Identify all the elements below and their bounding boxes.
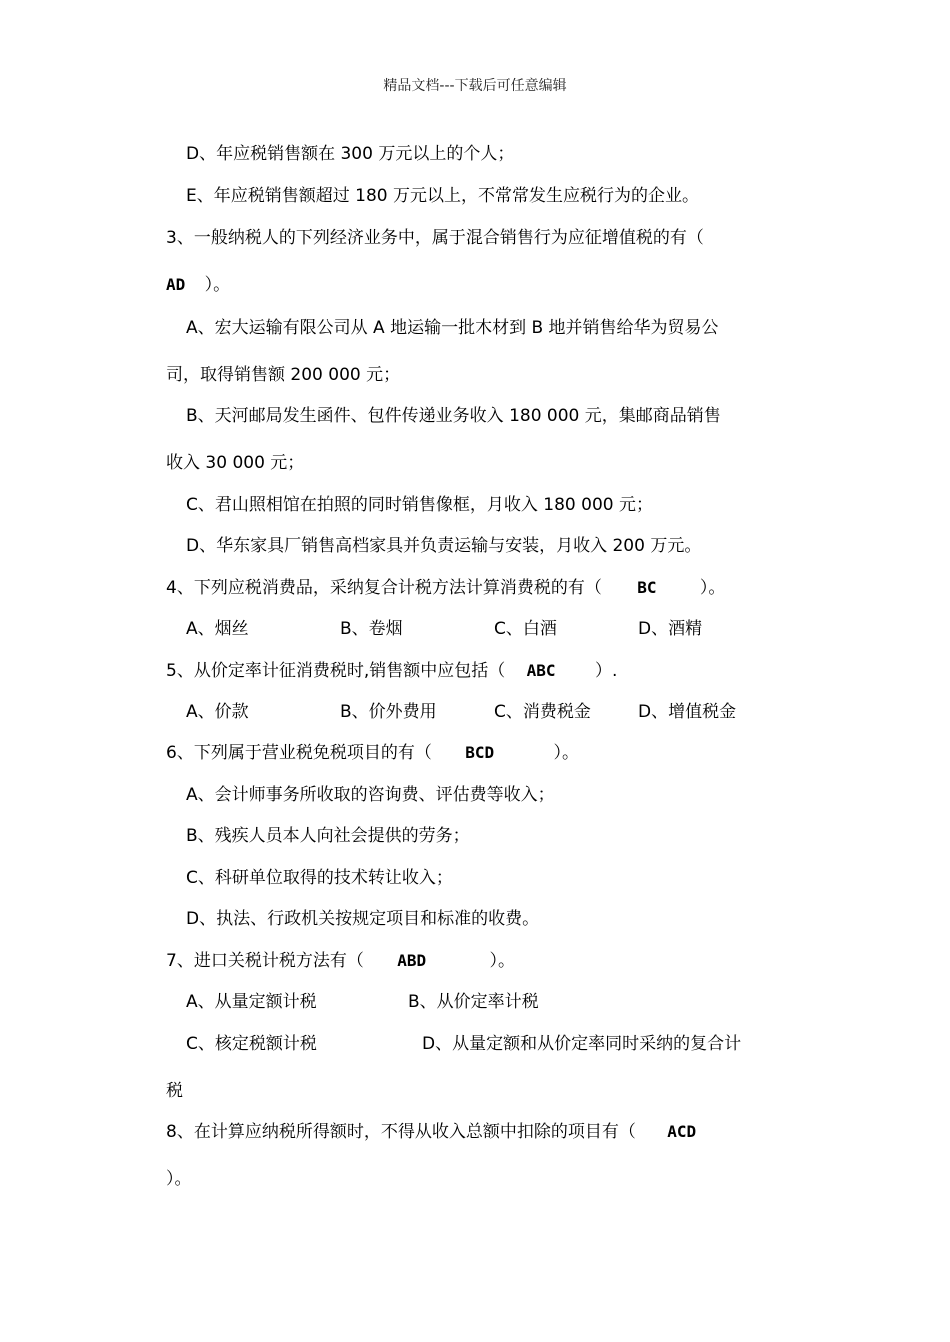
q5-option-c: C、消费税金: [494, 702, 591, 722]
q7-option-d-line2: 税: [166, 1081, 183, 1101]
q7-option-c: C、核定税额计税: [186, 1034, 317, 1054]
q6-option-c: C、科研单位取得的技术转让收入；: [186, 868, 453, 888]
q3-stem: 3、一般纳税人的下列经济业务中，属于混合销售行为应征增值税的有（: [166, 228, 704, 248]
q4-answer: BC: [637, 578, 657, 597]
q3-answer: AD: [166, 275, 186, 294]
q5-option-d: D、增值税金: [638, 702, 737, 722]
q7-option-a: A、从量定额计税: [186, 992, 317, 1012]
q3-option-b-line2: 收入 30 000 元；: [166, 453, 305, 473]
q3-answer-line: [166, 273, 230, 297]
q7-close: ）。: [489, 951, 516, 971]
q8-answer: ACD: [667, 1122, 697, 1141]
q2-option-e: E、年应税销售额超过 180 万元以上，不常常发生应税行为的企业。: [186, 186, 699, 206]
q4-option-c: C、白酒: [494, 619, 557, 639]
q6-stem-line: [166, 741, 579, 765]
q6-option-d: D、执法、行政机关按规定项目和标准的收费。: [186, 909, 540, 929]
q7-answer: ABD: [397, 951, 427, 970]
q7-stem-line: [166, 949, 515, 973]
q5-option-b: B、价外费用: [340, 702, 437, 722]
q7-stem: 7、进口关税计税方法有（: [166, 951, 364, 971]
q4-option-a: A、烟丝: [186, 619, 249, 639]
q4-option-b: B、卷烟: [340, 619, 403, 639]
q7-option-b: B、从价定率计税: [408, 992, 539, 1012]
q6-answer: BCD: [465, 743, 495, 762]
q8-stem-line: [166, 1120, 696, 1144]
q3-option-b-line1: B、天河邮局发生函件、包件传递业务收入 180 000 元，集邮商品销售: [186, 406, 721, 426]
q8-stem: 8、在计算应纳税所得额时，不得从收入总额中扣除的项目有（: [166, 1122, 636, 1142]
q3-option-c: C、君山照相馆在拍照的同时销售像框，月收入 180 000 元；: [186, 495, 653, 515]
q4-close: ）。: [699, 578, 726, 598]
q5-option-a: A、价款: [186, 702, 249, 722]
q5-stem-line: [166, 659, 617, 683]
q6-stem: 6、下列属于营业税免税项目的有（: [166, 743, 432, 763]
q4-stem-line: [166, 576, 725, 600]
q3-option-a-line1: A、宏大运输有限公司从 A 地运输一批木材到 B 地并销售给华为贸易公: [186, 318, 719, 338]
q3-option-d: D、华东家具厂销售高档家具并负责运输与安装，月收入 200 万元。: [186, 536, 702, 556]
q6-option-b: B、残疾人员本人向社会提供的劳务；: [186, 826, 470, 846]
q5-close: ）.: [594, 661, 618, 681]
q4-stem: 4、下列应税消费品，采纳复合计税方法计算消费税的有（: [166, 578, 602, 598]
page-header: 精品文档---下载后可任意编辑: [383, 78, 567, 94]
q5-answer: ABC: [526, 661, 556, 680]
q6-close: ）。: [553, 743, 580, 763]
q8-close: ）。: [166, 1169, 192, 1189]
q3-close: ）。: [204, 275, 231, 295]
q3-option-a-line2: 司，取得销售额 200 000 元；: [166, 365, 401, 385]
q5-stem: 5、从价定率计征消费税时,销售额中应包括（: [166, 661, 506, 681]
q4-option-d: D、酒精: [638, 619, 703, 639]
q7-option-d-line1: D、从量定额和从价定率同时采纳的复合计: [422, 1034, 742, 1054]
q6-option-a: A、会计师事务所收取的咨询费、评估费等收入；: [186, 785, 555, 805]
q2-option-d: D、年应税销售额在 300 万元以上的个人；: [186, 144, 515, 164]
